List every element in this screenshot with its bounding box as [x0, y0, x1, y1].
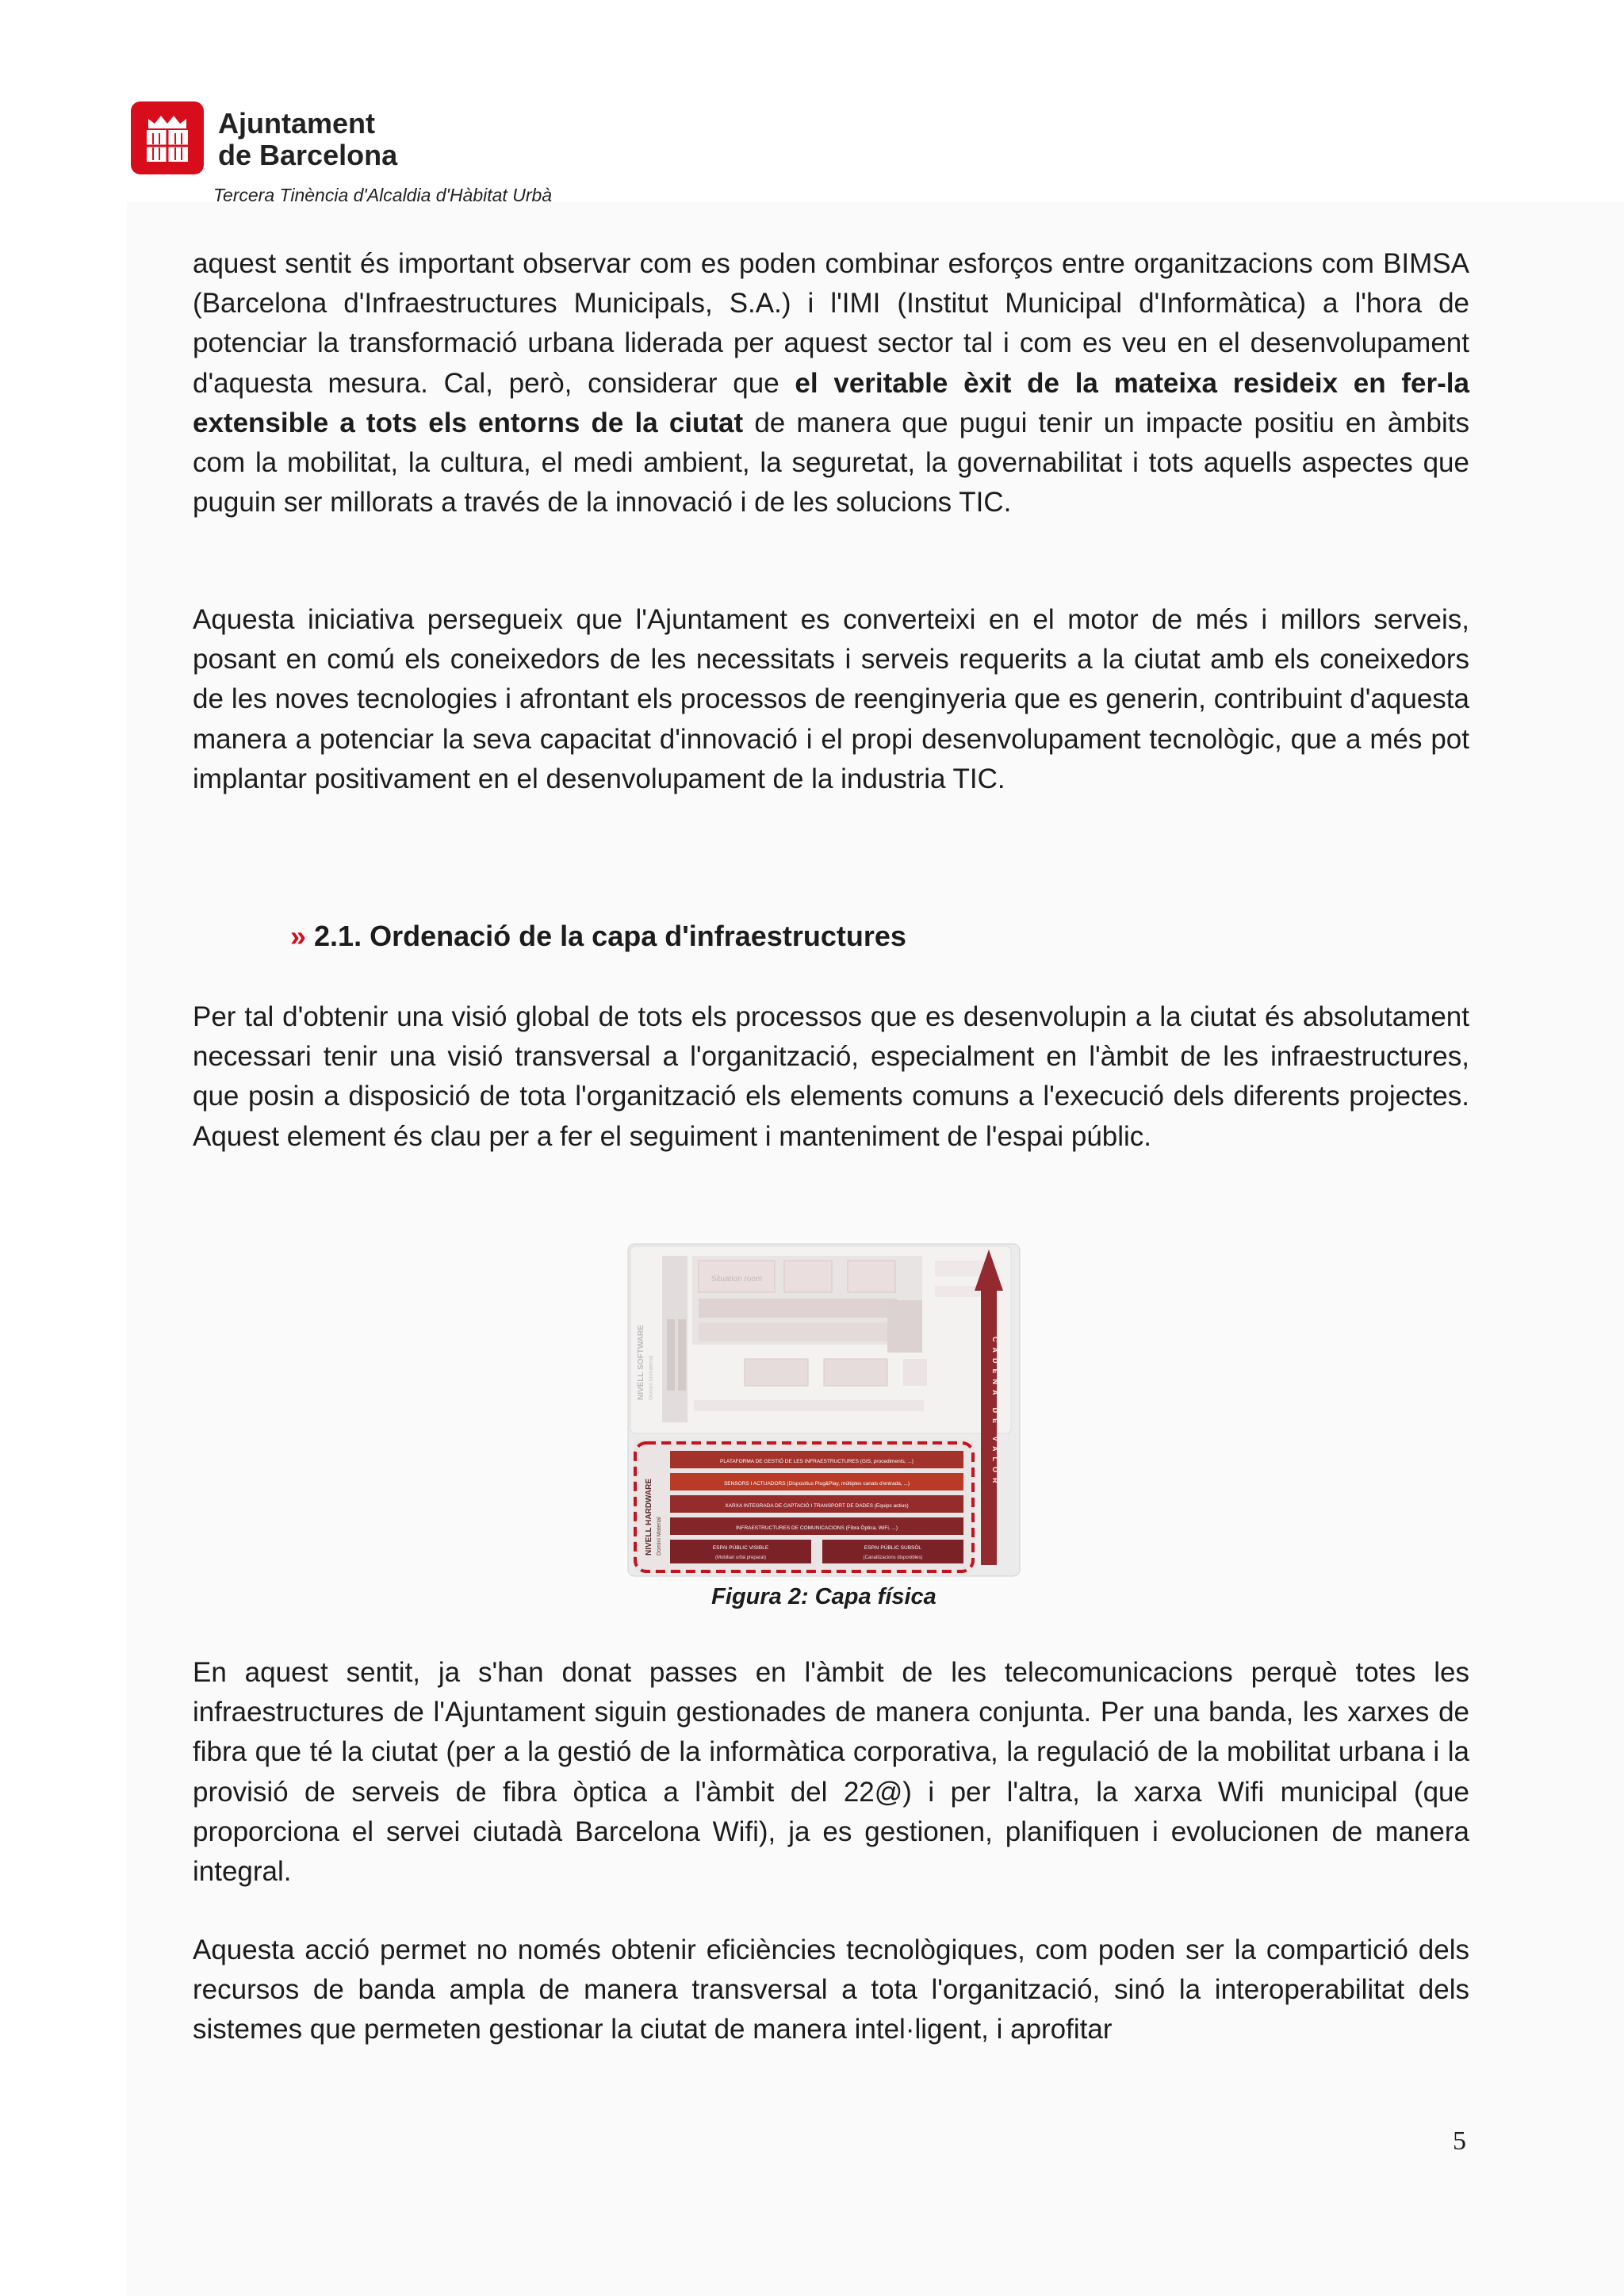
- space-underground-sublabel: (Canalitzacions disponibles): [863, 1556, 923, 1560]
- paragraph-4: [193, 1653, 1469, 1892]
- paragraph-1-bold: el veritable èxit de la mateixa resideix en fer-la extensible a tots els entorns de la ciutat: [193, 367, 1469, 438]
- situation-room-label: Situation room: [710, 1275, 763, 1284]
- section-marker: »: [290, 920, 307, 952]
- hardware-level-label: NIVELL HARDWARE: [645, 1478, 653, 1556]
- paragraph-1: [193, 244, 1469, 522]
- figure-caption: Figura 2: Capa física: [711, 1584, 936, 1609]
- space-underground-label: ESPAI PÚBLIC SUBSÒL: [864, 1545, 922, 1551]
- header-subtitle: Tercera Tinència d'Alcaldia d'Hàbitat Urbà: [213, 185, 553, 205]
- space-visible-sublabel: (Mobiliari urbà preparat): [714, 1556, 767, 1560]
- section-title: 2.1. Ordenació de la capa d'infraestructures: [314, 920, 906, 952]
- paragraph-2: [193, 600, 1469, 799]
- page-number: 5: [1453, 2126, 1466, 2156]
- layer-communications-label: INFRAESTRUCTURES DE COMUNICACIONS (Fibra Òptica, WiFi, ...): [735, 1525, 898, 1531]
- section-heading: [290, 920, 906, 953]
- brand-name: [218, 108, 397, 171]
- layer-data-network-label: XARXA INTEGRADA DE CAPTACIÓ I TRANSPORT DE DADES (Equips actius): [725, 1503, 909, 1509]
- software-level-label: NIVELL SOFTWARE: [637, 1325, 645, 1400]
- paragraph-2-text: Aquesta iniciativa persegueix que l'Ajuntament es converteixi en el motor de més i millors serveis, posant en comú els coneixedors de les necessitats i serveis requerits a la ciutat amb els coneixedors de les noves tecnologies i afrontant els processos de reenginyeria que es generin, contribuint d'aquesta manera a potenciar la seva capacitat d'innovació i el propi desenvolupament tecnològic, que a més pot implantar positivament en el desenvolupament de la industria TIC.: [193, 604, 1469, 794]
- paragraph-1-text-end: de manera que pugui tenir un impacte positiu en àmbits com la mobilitat, la cultura, el medi ambient, la seguretat, la governabilitat i tots aquells aspectes que puguin ser millorats a través de la innovació i de les solucions TIC.: [193, 407, 1469, 519]
- paragraph-1-text-start: aquest sentit és important observar com es poden combinar esforços entre organitzacions com BIMSA (Barcelona d'Infraestructures Municipals, S.A.) i l'IMI (Institut Municipal d'Informàtica) a l'hora de potenciar la transformació urbana liderada per aquest sector tal i com es veu en el desenvolupament d'aquesta mesura. Cal, però, considerar que: [193, 248, 1469, 399]
- layer-sensors-label: SENSORS I ACTUADORS (Dispositius Plug&Play, múltiples canals d'entrada, ...): [723, 1481, 910, 1487]
- figure-physical-layer: [626, 1242, 1022, 1578]
- value-chain-label: CADENA DE VALOR: [991, 1337, 999, 1489]
- layer-platform-label: PLATAFORMA DE GESTIÓ DE LES INFRAESTRUCTURES (GIS, procediments, ...): [720, 1459, 914, 1464]
- paragraph-3: [193, 997, 1469, 1157]
- barcelona-shield-logo: [131, 101, 204, 174]
- brand-line-2: de Barcelona: [218, 139, 398, 171]
- paragraph-5: [193, 1931, 1469, 2050]
- brand-line-1: Ajuntament: [218, 107, 375, 140]
- paragraph-4-text: En aquest sentit, ja s'han donat passes en l'àmbit de les telecomunicacions perquè totes les infraestructures de l'Ajuntament siguin gestionades de manera conjunta. Per una banda, les xarxes de fibra que té la ciutat (per a la gestió de la informàtica corporativa, la regulació de la mobilitat urbana i la provisió de serveis de fibra òptica a l'àmbit del 22@) i per l'altra, la xarxa Wifi municipal (que proporciona el servei ciutadà Barcelona Wifi), ja es gestionen, planifiquen i evolucionen de manera integral.: [193, 1657, 1469, 1888]
- paragraph-5-text: Aquesta acció permet no només obtenir eficiències tecnològiques, com poden ser la compartició dels recursos de banda ampla de manera transversal a tota l'organització, sinó la interoperabilitat dels sistemes que permeten gestionar la ciutat de manera intel·ligent, i aprofitar: [193, 1934, 1469, 2045]
- hardware-level-sublabel: Domini Material: [657, 1517, 662, 1556]
- software-level-sublabel: Domini Immaterial: [649, 1355, 654, 1400]
- space-visible-label: ESPAI PÚBLIC VISIBLE: [712, 1545, 769, 1551]
- paragraph-3-text: Per tal d'obtenir una visió global de tots els processos que es desenvolupin a la ciutat és absolutament necessari tenir una visió transversal a l'organització, especialment en l'àmbit de les infraestructures, que posin a disposició de tota l'organització els elements comuns a l'execució dels diferents projectes. Aquest element és clau per a fer el seguiment i manteniment de l'espai públic.: [193, 1001, 1469, 1152]
